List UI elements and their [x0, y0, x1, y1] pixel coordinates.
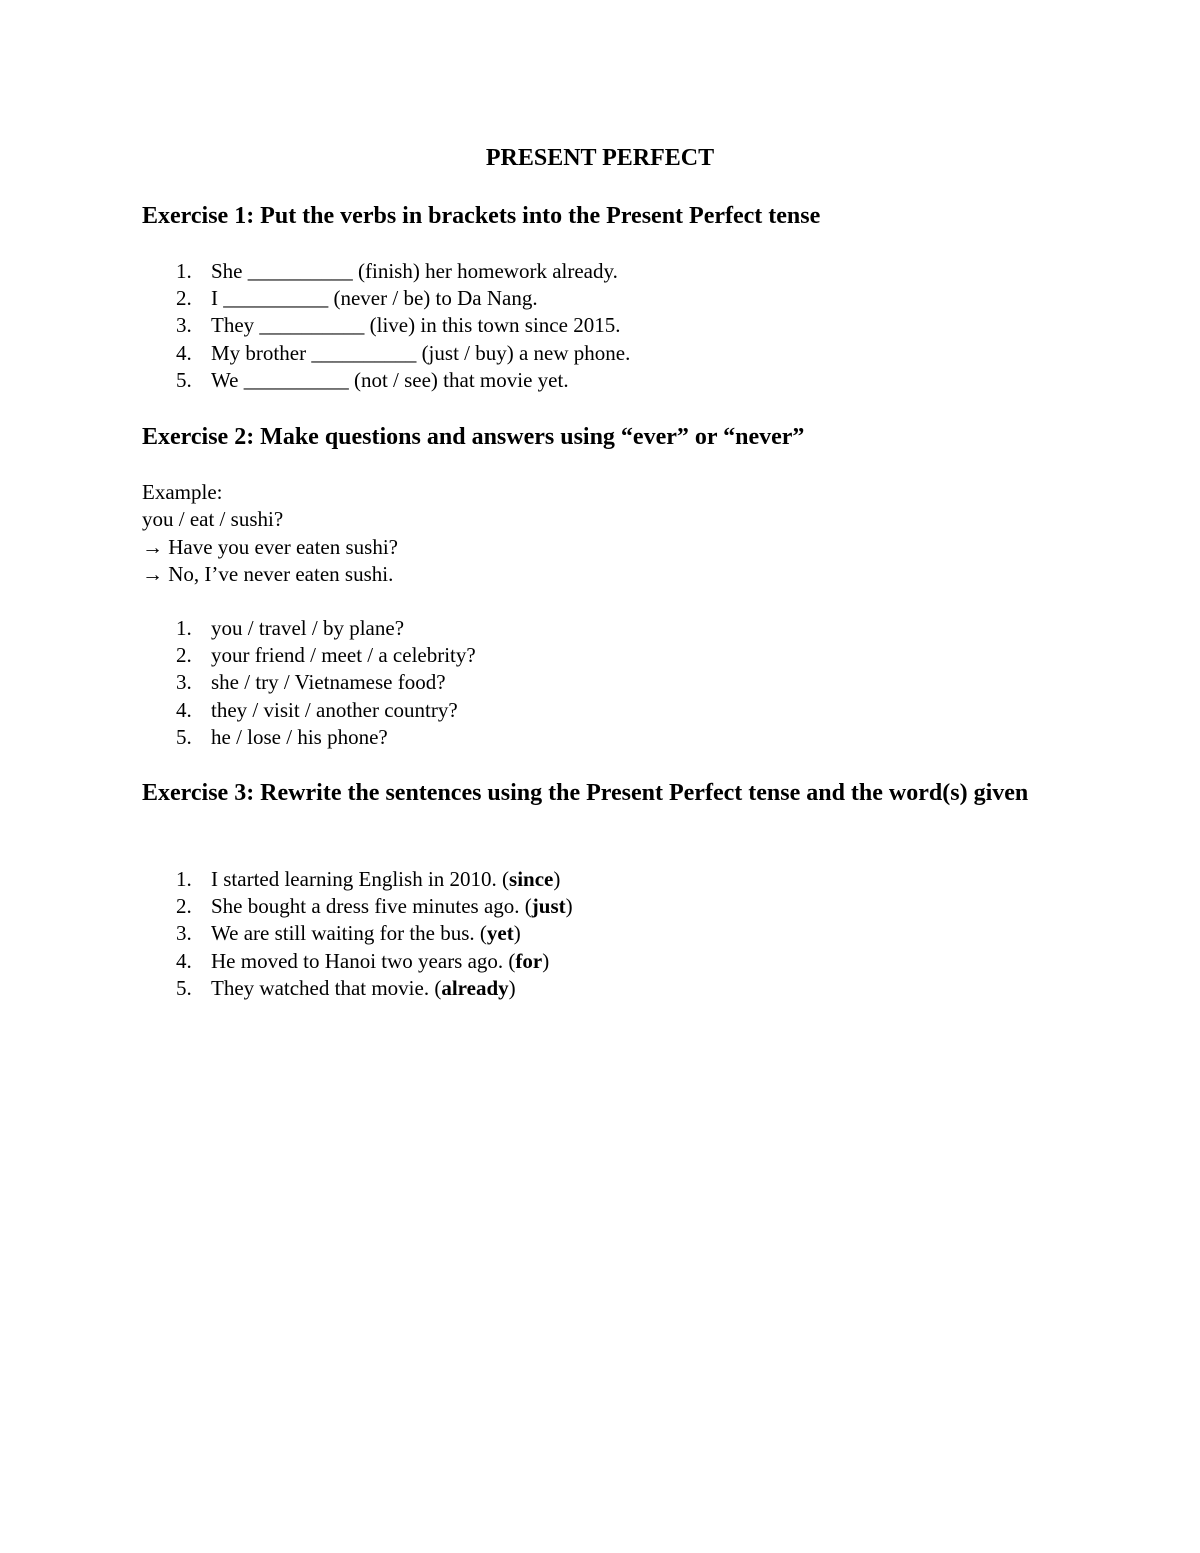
- item-number: 1.: [176, 867, 192, 891]
- item-number: 4.: [176, 948, 192, 973]
- example-label: Example:: [142, 480, 223, 504]
- exercise-2-heading: Exercise 2: Make questions and answers using “ever” or “never”: [142, 424, 805, 450]
- item-number: 4.: [176, 340, 192, 365]
- given-word: for: [515, 948, 543, 973]
- item-text: he / lose / his phone?: [211, 724, 388, 749]
- item-number: 4.: [176, 697, 192, 722]
- list-item: [142, 920, 573, 947]
- item-text: We __________ (not / see) that movie yet.: [211, 367, 569, 392]
- item-text: They __________ (live) in this town since 2015.: [211, 313, 621, 338]
- exercise-2-list: [142, 615, 476, 751]
- list-item: [142, 697, 476, 724]
- list-item: [142, 975, 573, 1002]
- list-item: [142, 866, 573, 893]
- item-close: ): [542, 948, 550, 973]
- list-item: [142, 669, 476, 696]
- exercise-1-list: [142, 258, 630, 394]
- item-number: 5.: [176, 975, 192, 1000]
- item-close: ): [553, 867, 561, 891]
- given-word: yet: [486, 921, 514, 946]
- item-number: 3.: [176, 670, 192, 695]
- list-item: [142, 258, 630, 285]
- list-item: [142, 340, 630, 367]
- item-text: My brother __________ (just / buy) a new phone.: [211, 340, 631, 365]
- item-number: 2.: [176, 286, 192, 311]
- item-close: ): [513, 921, 521, 946]
- exercise-1-heading: Exercise 1: Put the verbs in brackets into the Present Perfect tense: [142, 203, 821, 229]
- list-item: [142, 893, 573, 920]
- item-text: she / try / Vietnamese food?: [211, 670, 446, 695]
- list-item: [142, 312, 630, 339]
- item-number: 2.: [176, 643, 192, 668]
- item-number: 3.: [176, 313, 192, 338]
- given-word: already: [441, 975, 509, 1000]
- given-word: since: [509, 867, 554, 891]
- exercise-3-heading: Exercise 3: Rewrite the sentences using the Present Perfect tense and the word(s) given: [142, 780, 1029, 806]
- item-text: They watched that movie. (: [211, 975, 442, 1000]
- item-text: He moved to Hanoi two years ago. (: [211, 948, 516, 973]
- list-item: [142, 615, 476, 642]
- example-block: [142, 479, 398, 588]
- example-question: → Have you ever eaten sushi?: [142, 534, 398, 559]
- item-text: you / travel / by plane?: [211, 616, 405, 640]
- item-number: 1.: [176, 616, 192, 640]
- item-number: 3.: [176, 921, 192, 946]
- item-text: We are still waiting for the bus. (: [211, 921, 487, 946]
- item-text: they / visit / another country?: [211, 697, 458, 722]
- item-text: I started learning English in 2010. (: [211, 867, 510, 891]
- item-number: 5.: [176, 724, 192, 749]
- item-text: your friend / meet / a celebrity?: [211, 643, 476, 668]
- exercise-3-list: [142, 866, 573, 1002]
- list-item: [142, 724, 476, 751]
- item-text: I __________ (never / be) to Da Nang.: [211, 286, 538, 311]
- list-item: [142, 285, 630, 312]
- example-prompt: you / eat / sushi?: [142, 507, 284, 532]
- list-item: [142, 367, 630, 394]
- item-text: She __________ (finish) her homework already.: [211, 259, 618, 283]
- page-title: PRESENT PERFECT: [485, 145, 715, 171]
- list-item: [142, 948, 573, 975]
- given-word: just: [531, 894, 566, 919]
- item-number: 1.: [176, 259, 192, 283]
- item-close: ): [565, 894, 573, 919]
- item-number: 2.: [176, 894, 192, 919]
- item-close: ): [508, 975, 516, 1000]
- item-text: She bought a dress five minutes ago. (: [211, 894, 532, 919]
- example-answer: → No, I’ve never eaten sushi.: [142, 561, 394, 586]
- list-item: [142, 642, 476, 669]
- item-number: 5.: [176, 367, 192, 392]
